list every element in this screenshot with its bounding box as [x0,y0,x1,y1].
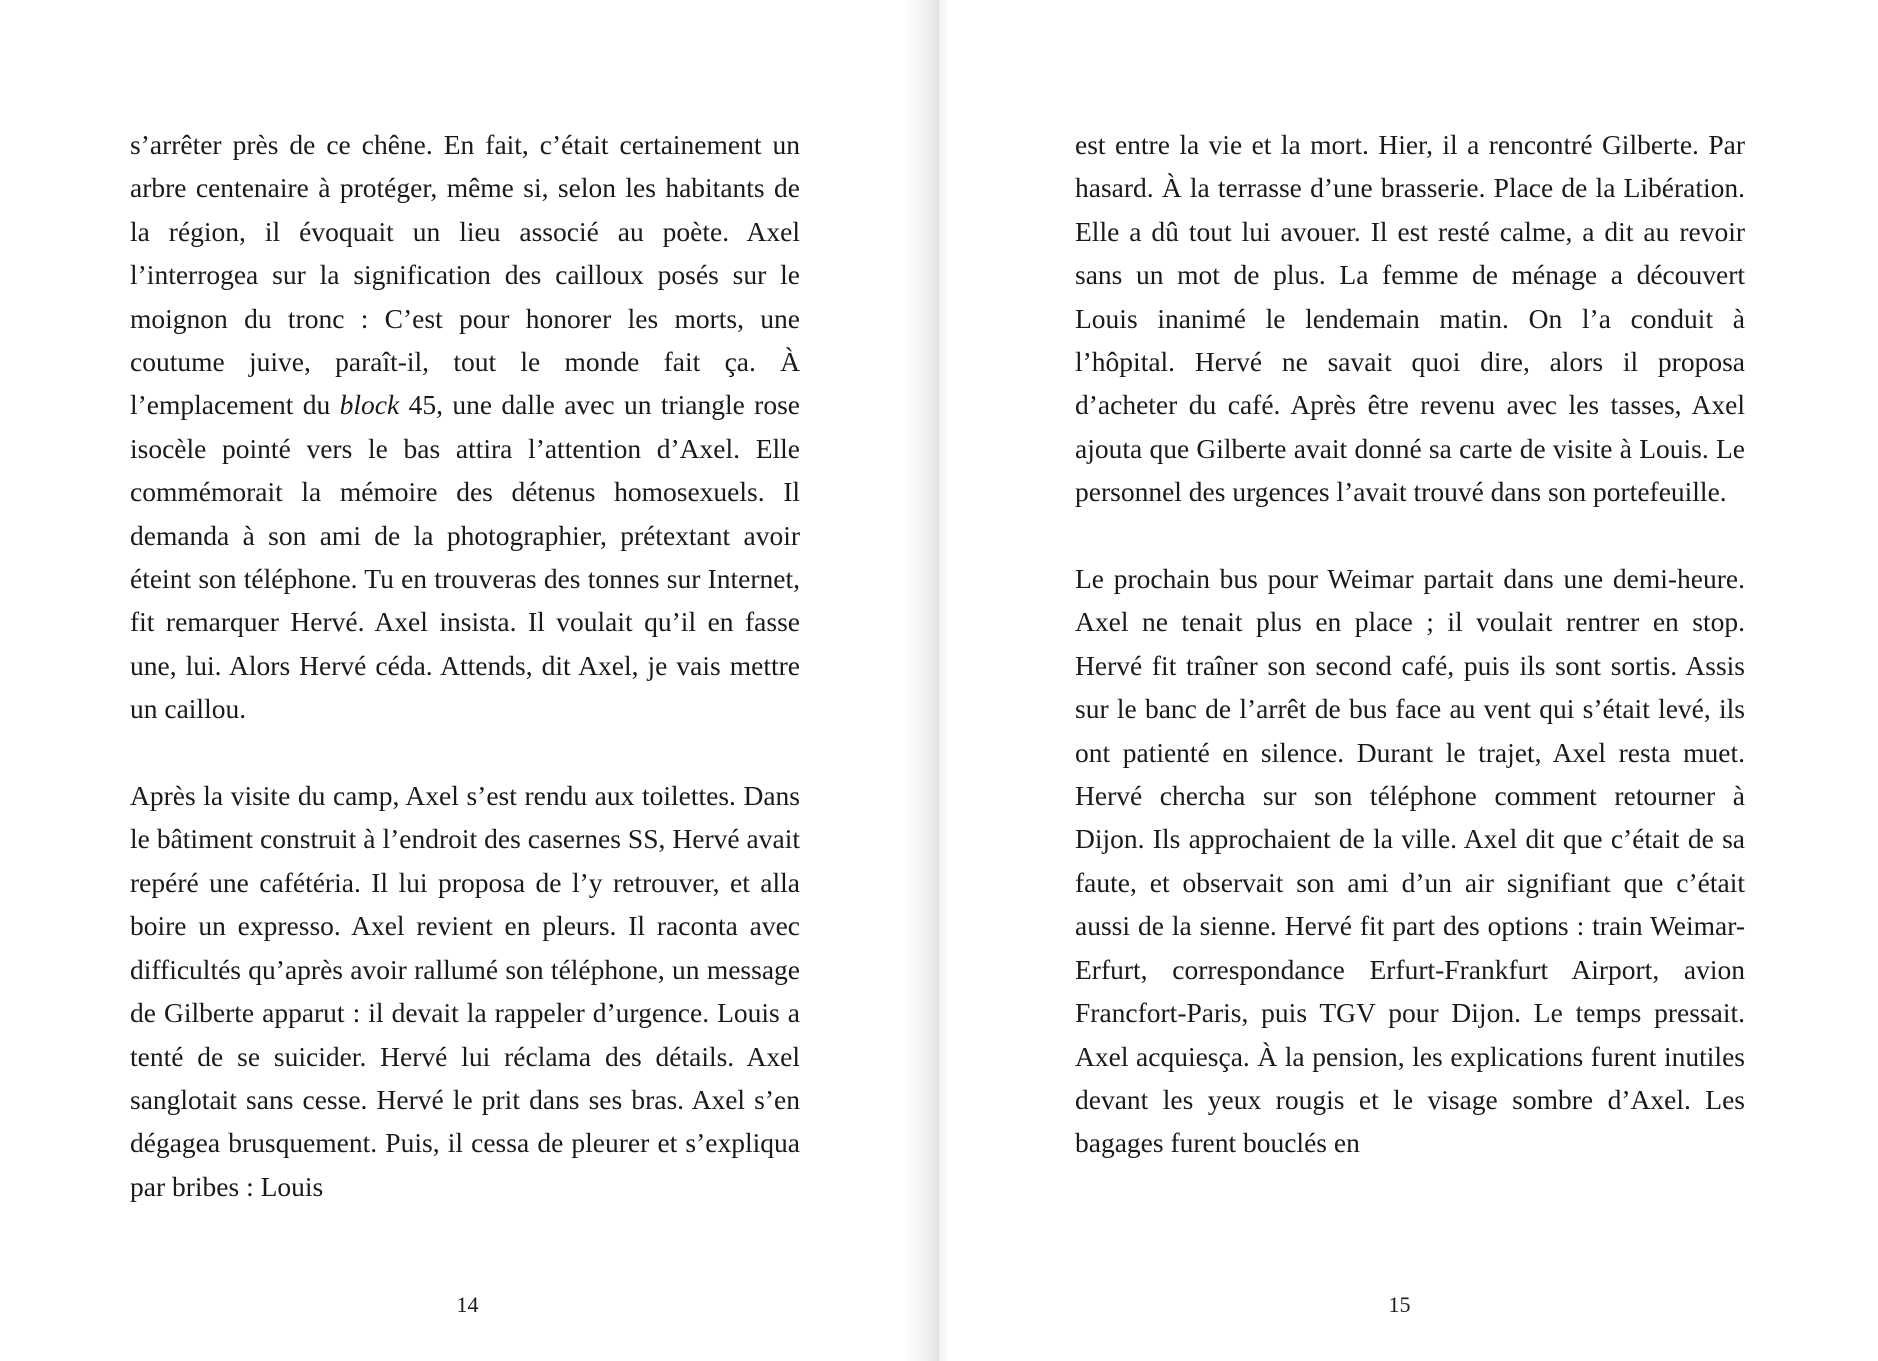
text-run: 45, une dalle avec un triangle rose isocèle pointé vers le bas attira l’attention d’Axel. Elle commémorait la mémoire des détenus homosexuels. Il demanda à son ami de la photographier, prétextant avoir éteint son téléphone. Tu en trouveras des tonnes sur Internet, fit remarquer Hervé. Axel insista. Il voulait qu’il en fasse une, lui. Alors Hervé céda. Attends, dit Axel, je vais mettre un caillou. [130,389,801,725]
page-number-right: 15 [1388,1292,1411,1317]
left-paragraph-1 [130,123,800,731]
text-run: Après la visite du camp, Axel s’est rendu aux toilettes. Dans le bâtiment construit à l’endroit des casernes SS, Hervé avait repéré une cafétéria. Il lui proposa de l’y retrouver, et alla boire un expresso. Axel revient en pleurs. Il raconta avec difficultés qu’après avoir rallumé son téléphone, un message de Gilberte apparut : il devait la rappeler d’urgence. Louis a tenté de se suicider. Hervé lui réclama des détails. Axel sanglotait sans cesse. Hervé le prit dans ses bras. Axel s’en dégagea brusquement. Puis, il cessa de pleurer et s’expliqua par bribes : Louis [130,780,800,1202]
text-run: s’arrêter près de ce chêne. En fait, c’était certainement un arbre centenaire à protéger, même si, selon les habitants de la région, il évoquait un lieu associé au poète. Axel l’interrogea sur la signification des cailloux posés sur le moignon du tronc : C’est pour honorer les morts, une coutume juive, paraît-il, tout le monde fait ça. À l’emplacement du [130,129,800,421]
page-number-left: 14 [456,1292,479,1317]
right-page [939,0,1878,1361]
text-run: est entre la vie et la mort. Hier, il a rencontré Gilberte. Par hasard. À la terrasse d’une brasserie. Place de la Libération. Elle a dû tout lui avouer. Il est resté calme, a dit au revoir sans un mot de plus. La femme de ménage a découvert Louis inanimé le lendemain matin. On l’a conduit à l’hôpital. Hervé ne savait quoi dire, alors il proposa d’acheter du café. Après être revenu avec les tasses, Axel ajouta que Gilberte avait donné sa carte de visite à Louis. Le personnel des urgences l’avait trouvé dans son portefeuille. [1075,129,1745,508]
left-paragraph-2 [130,774,800,1208]
italic-word: block [339,389,400,421]
right-paragraph-1 [1075,123,1745,514]
right-paragraph-2 [1075,557,1745,1165]
left-page-body [130,123,800,1208]
right-page-body [1075,123,1745,1165]
text-run: Le prochain bus pour Weimar partait dans une demi-heure. Axel ne tenait plus en place ; il voulait rentrer en stop. Hervé fit traîner son second café, puis ils sont sortis. Assis sur le banc de l’arrêt de bus face au vent qui s’était levé, ils ont patienté en silence. Durant le trajet, Axel resta muet. Hervé chercha sur son téléphone comment retourner à Dijon. Ils approchaient de la ville. Axel dit que c’était de sa faute, et observait son ami d’un air signifiant que c’était aussi de la sienne. Hervé fit part des options : train Weimar-Erfurt, correspondance Erfurt-Frankfurt Airport, avion Francfort-Paris, puis TGV pour Dijon. Le temps pressait. Axel acquiesça. À la pension, les explications furent inutiles devant les yeux rougis et le visage sombre d’Axel. Les bagages furent bouclés en [1075,563,1745,1159]
